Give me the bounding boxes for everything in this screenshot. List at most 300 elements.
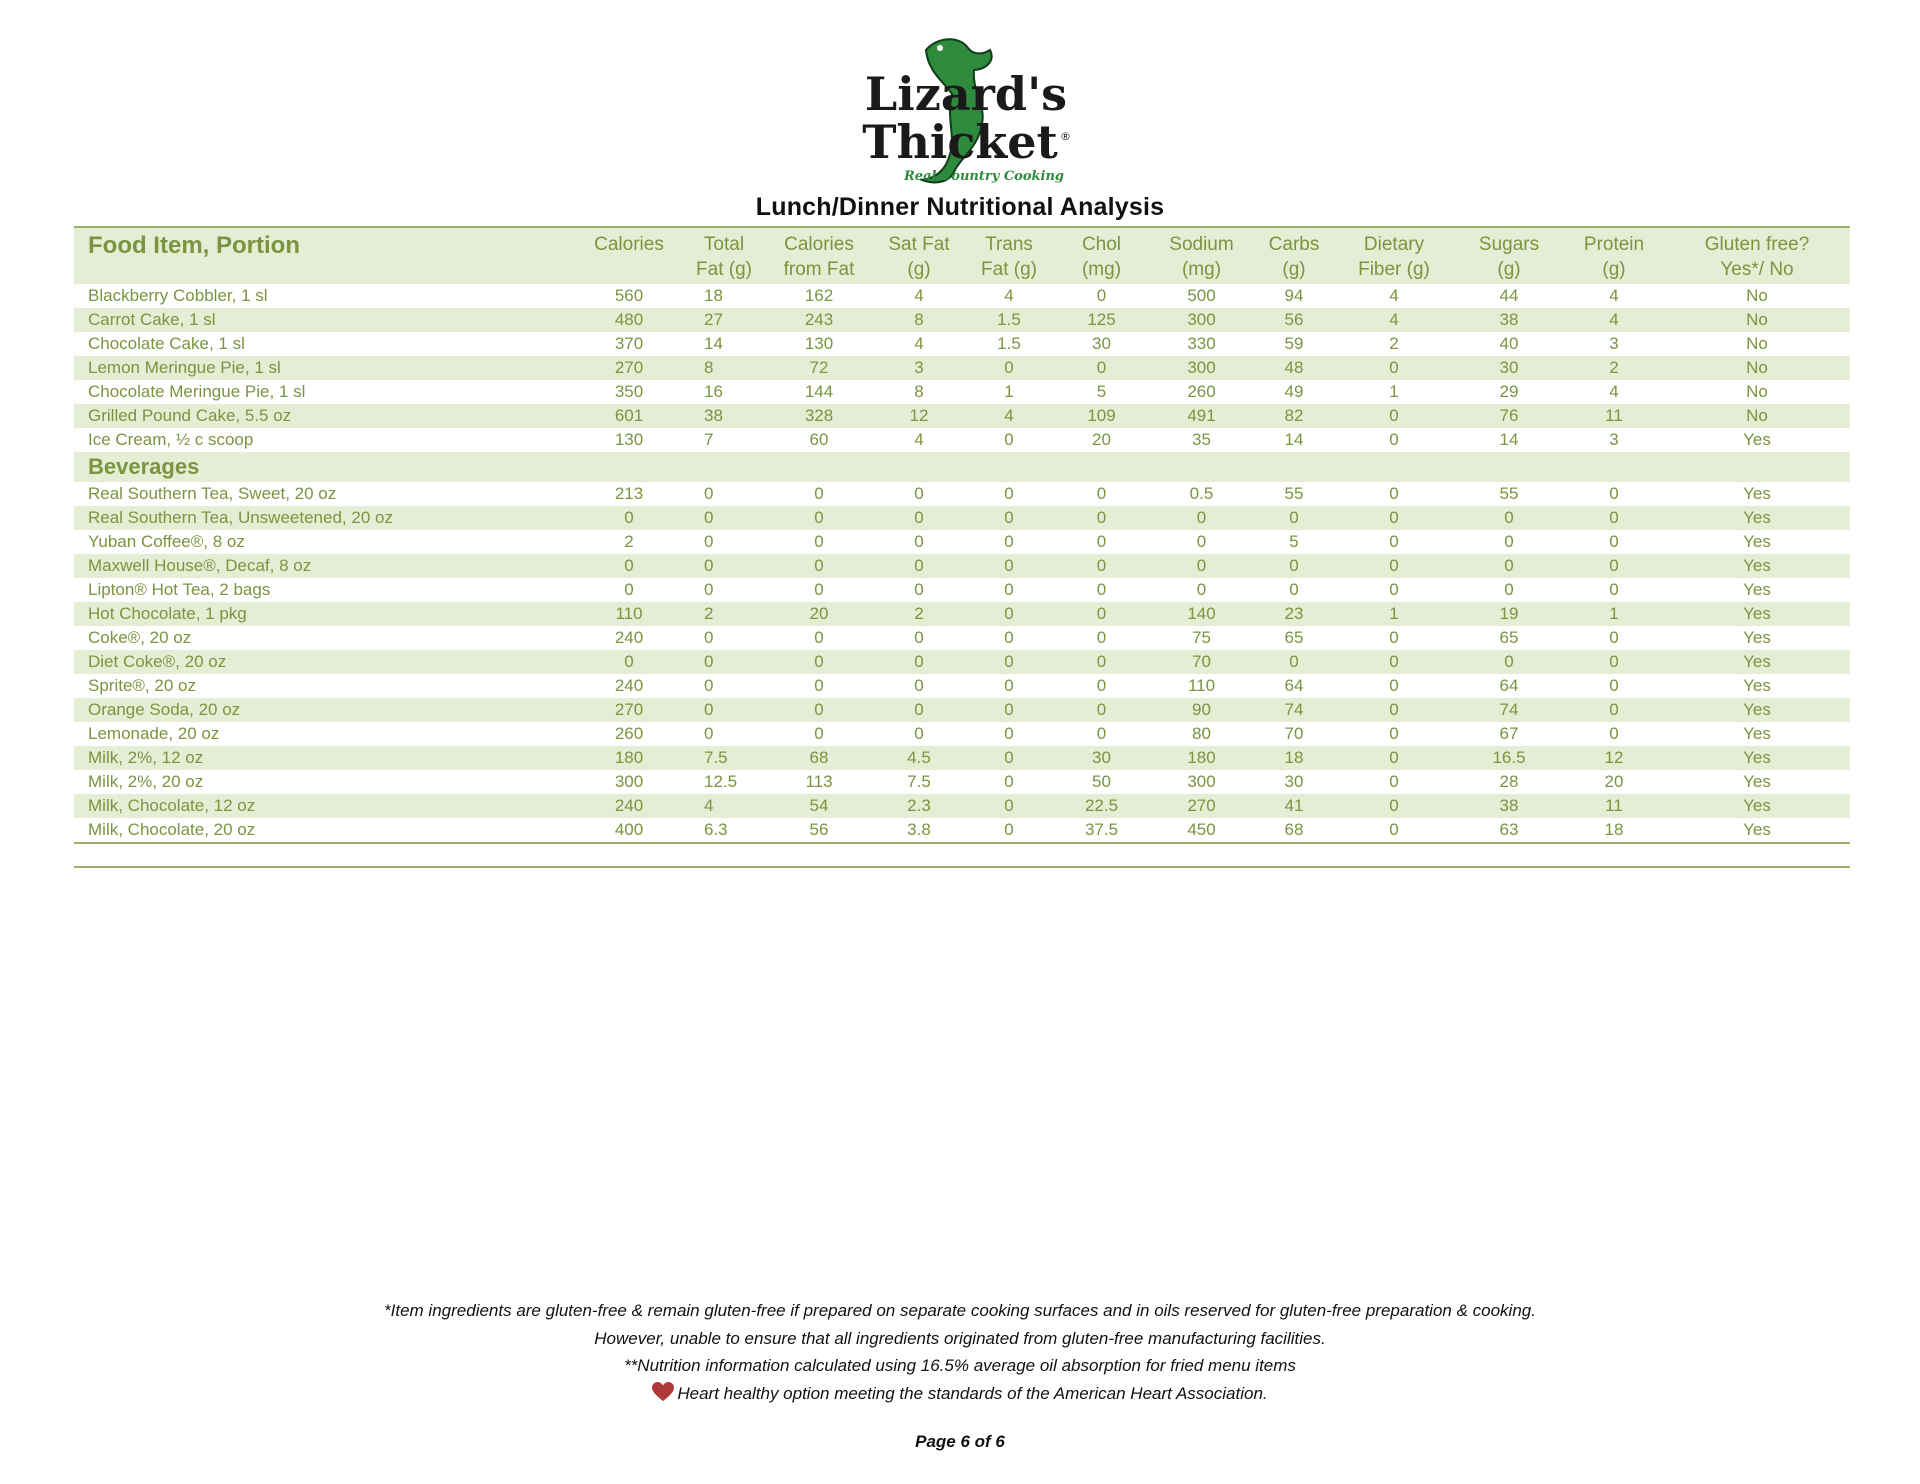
cell-sodium: 270 bbox=[1187, 796, 1216, 815]
cell-sugars: 55 bbox=[1499, 484, 1519, 503]
cell-chol: 0 bbox=[1096, 556, 1107, 575]
footnote-gluten: *Item ingredients are gluten-free & remain gluten-free if prepared on separate cooking surfaces and in oils reserved for gluten-free preparation & cooking. bbox=[384, 1301, 1536, 1320]
cell-carbs: 55 bbox=[1284, 484, 1304, 503]
cell-calories-from-fat: 0 bbox=[814, 508, 824, 527]
cell-gluten-free: Yes bbox=[1743, 772, 1771, 791]
cell-dietary-fiber: 0 bbox=[1389, 772, 1399, 791]
cell-calories-from-fat: 0 bbox=[814, 628, 824, 647]
table-row bbox=[74, 356, 1850, 380]
cell-food-item: Lemonade, 20 oz bbox=[88, 724, 220, 743]
cell-protein: 0 bbox=[1609, 484, 1619, 503]
cell-total-fat: 0 bbox=[704, 724, 714, 743]
cell-sodium: 450 bbox=[1187, 820, 1216, 839]
table-row bbox=[74, 530, 1850, 554]
cell-calories-from-fat: 0 bbox=[814, 556, 824, 575]
cell-chol: 30 bbox=[1092, 334, 1111, 353]
cell-calories: 400 bbox=[614, 820, 644, 839]
cell-calories-from-fat: 243 bbox=[804, 310, 834, 329]
table-row bbox=[74, 506, 1850, 530]
cell-sat-fat: 2.3 bbox=[907, 796, 931, 815]
cell-calories: 0 bbox=[624, 556, 634, 575]
cell-protein: 1 bbox=[1609, 604, 1619, 623]
cell-food-item: Real Southern Tea, Sweet, 20 oz bbox=[88, 484, 337, 503]
cell-dietary-fiber: 0 bbox=[1389, 484, 1399, 503]
cell-sat-fat: 0 bbox=[914, 676, 924, 695]
cell-sugars: 65 bbox=[1499, 628, 1519, 647]
cell-carbs: 48 bbox=[1284, 358, 1304, 377]
cell-protein: 2 bbox=[1609, 358, 1619, 377]
cell-sodium: 75 bbox=[1192, 628, 1211, 647]
cell-protein: 0 bbox=[1609, 700, 1619, 719]
cell-calories-from-fat: 0 bbox=[814, 484, 824, 503]
header-gluten-free: Gluten free? Yes*/ No bbox=[1704, 234, 1810, 280]
footnote-heart: Heart healthy option meeting the standards of the American Heart Association. bbox=[0, 1380, 1920, 1408]
cell-chol: 0 bbox=[1096, 580, 1107, 599]
cell-food-item: Hot Chocolate, 1 pkg bbox=[88, 604, 247, 623]
cell-gluten-free: Yes bbox=[1743, 796, 1771, 815]
cell-chol: 0 bbox=[1096, 676, 1107, 695]
header-chol: Chol (mg) bbox=[1081, 234, 1122, 280]
cell-total-fat: 0 bbox=[704, 508, 714, 527]
cell-carbs: 70 bbox=[1284, 724, 1304, 743]
cell-carbs: 14 bbox=[1284, 430, 1304, 449]
header-food-item: Food Item, Portion bbox=[88, 232, 300, 259]
cell-total-fat: 16 bbox=[704, 382, 723, 401]
cell-dietary-fiber: 4 bbox=[1389, 286, 1399, 305]
cell-sodium: 35 bbox=[1192, 430, 1211, 449]
table-row bbox=[74, 380, 1850, 404]
cell-calories-from-fat: 162 bbox=[804, 286, 834, 305]
cell-trans-fat: 0 bbox=[1004, 796, 1014, 815]
cell-calories-from-fat: 54 bbox=[809, 796, 829, 815]
cell-sugars: 0 bbox=[1504, 580, 1514, 599]
cell-food-item: Sprite®, 20 oz bbox=[88, 676, 196, 695]
cell-gluten-free: Yes bbox=[1743, 652, 1771, 671]
cell-total-fat: 0 bbox=[704, 580, 714, 599]
cell-sat-fat: 0 bbox=[914, 508, 924, 527]
section-label: Beverages bbox=[74, 452, 1850, 482]
cell-sugars: 28 bbox=[1499, 772, 1519, 791]
cell-chol: 109 bbox=[1087, 406, 1116, 425]
cell-sodium: 140 bbox=[1187, 604, 1216, 623]
cell-protein: 0 bbox=[1609, 532, 1619, 551]
cell-carbs: 0 bbox=[1289, 652, 1299, 671]
cell-total-fat: 0 bbox=[704, 628, 714, 647]
cell-calories: 270 bbox=[614, 700, 644, 719]
cell-sat-fat: 0 bbox=[914, 700, 924, 719]
cell-dietary-fiber: 0 bbox=[1389, 676, 1399, 695]
cell-chol: 0 bbox=[1096, 508, 1107, 527]
cell-sugars: 29 bbox=[1499, 382, 1519, 401]
cell-chol: 50 bbox=[1092, 772, 1111, 791]
table-row bbox=[74, 578, 1850, 602]
cell-gluten-free: Yes bbox=[1743, 676, 1771, 695]
header-protein: Protein (g) bbox=[1583, 234, 1645, 280]
cell-sat-fat: 0 bbox=[914, 628, 924, 647]
cell-food-item: Real Southern Tea, Unsweetened, 20 oz bbox=[88, 508, 393, 527]
cell-protein: 12 bbox=[1604, 748, 1624, 767]
svg-text:Real Country Cooking: Real Country Cooking bbox=[904, 169, 1064, 184]
cell-dietary-fiber: 4 bbox=[1389, 310, 1399, 329]
cell-dietary-fiber: 2 bbox=[1389, 334, 1399, 353]
cell-trans-fat: 0 bbox=[1004, 430, 1014, 449]
cell-food-item: Milk, 2%, 12 oz bbox=[88, 748, 204, 767]
cell-protein: 20 bbox=[1604, 772, 1624, 791]
cell-dietary-fiber: 0 bbox=[1389, 532, 1399, 551]
cell-trans-fat: 1.5 bbox=[997, 334, 1021, 353]
cell-gluten-free: Yes bbox=[1743, 700, 1771, 719]
cell-total-fat: 12.5 bbox=[704, 772, 738, 791]
cell-calories: 2 bbox=[624, 532, 634, 551]
cell-sat-fat: 4.5 bbox=[907, 748, 931, 767]
cell-sodium: 300 bbox=[1187, 310, 1216, 329]
cell-sodium: 0 bbox=[1196, 508, 1207, 527]
cell-chol: 30 bbox=[1092, 748, 1111, 767]
lizards-thicket-logo bbox=[856, 32, 1076, 192]
cell-food-item: Milk, Chocolate, 20 oz bbox=[88, 820, 256, 839]
cell-carbs: 65 bbox=[1284, 628, 1304, 647]
cell-dietary-fiber: 0 bbox=[1389, 580, 1399, 599]
cell-sodium: 0 bbox=[1196, 532, 1207, 551]
cell-sugars: 0 bbox=[1504, 532, 1514, 551]
cell-dietary-fiber: 0 bbox=[1389, 700, 1399, 719]
cell-calories: 370 bbox=[614, 334, 644, 353]
table-row bbox=[74, 770, 1850, 794]
cell-trans-fat: 1 bbox=[1004, 382, 1014, 401]
cell-protein: 0 bbox=[1609, 628, 1619, 647]
cell-calories-from-fat: 0 bbox=[814, 700, 824, 719]
cell-calories: 601 bbox=[614, 406, 644, 425]
cell-sat-fat: 0 bbox=[914, 532, 924, 551]
cell-protein: 0 bbox=[1609, 508, 1619, 527]
cell-dietary-fiber: 1 bbox=[1389, 604, 1399, 623]
table-row bbox=[74, 428, 1850, 452]
cell-gluten-free: Yes bbox=[1743, 430, 1771, 449]
table-row bbox=[74, 818, 1850, 843]
cell-total-fat: 14 bbox=[704, 334, 723, 353]
cell-sat-fat: 4 bbox=[914, 430, 924, 449]
cell-sugars: 38 bbox=[1499, 796, 1519, 815]
cell-total-fat: 0 bbox=[704, 676, 714, 695]
cell-calories-from-fat: 60 bbox=[809, 430, 829, 449]
cell-protein: 4 bbox=[1609, 286, 1619, 305]
cell-calories: 110 bbox=[615, 604, 643, 623]
table-row bbox=[74, 746, 1850, 770]
table-row bbox=[74, 404, 1850, 428]
cell-carbs: 0 bbox=[1289, 580, 1299, 599]
cell-calories-from-fat: 0 bbox=[814, 580, 824, 599]
svg-text:®: ® bbox=[1060, 130, 1071, 143]
cell-calories: 240 bbox=[614, 676, 644, 695]
cell-food-item: Blackberry Cobbler, 1 sl bbox=[88, 286, 268, 305]
cell-chol: 20 bbox=[1092, 430, 1111, 449]
cell-gluten-free: No bbox=[1746, 358, 1768, 377]
cell-sodium: 260 bbox=[1187, 382, 1216, 401]
cell-calories: 260 bbox=[614, 724, 644, 743]
cell-calories-from-fat: 0 bbox=[814, 676, 824, 695]
cell-trans-fat: 4 bbox=[1004, 286, 1014, 305]
cell-gluten-free: No bbox=[1746, 382, 1768, 401]
cell-sodium: 500 bbox=[1187, 286, 1216, 305]
table-row bbox=[74, 650, 1850, 674]
cell-protein: 11 bbox=[1605, 406, 1623, 425]
cell-trans-fat: 0 bbox=[1004, 700, 1014, 719]
cell-food-item: Grilled Pound Cake, 5.5 oz bbox=[88, 406, 292, 425]
cell-sugars: 64 bbox=[1499, 676, 1519, 695]
cell-sugars: 44 bbox=[1499, 286, 1519, 305]
cell-chol: 0 bbox=[1096, 358, 1107, 377]
cell-total-fat: 38 bbox=[704, 406, 723, 425]
cell-protein: 4 bbox=[1609, 382, 1619, 401]
cell-calories: 0 bbox=[624, 508, 634, 527]
cell-gluten-free: No bbox=[1746, 286, 1768, 305]
cell-gluten-free: No bbox=[1746, 406, 1768, 425]
cell-chol: 0 bbox=[1096, 700, 1107, 719]
cell-total-fat: 0 bbox=[704, 700, 714, 719]
cell-calories-from-fat: 20 bbox=[809, 604, 829, 623]
cell-sat-fat: 8 bbox=[914, 382, 924, 401]
cell-food-item: Chocolate Meringue Pie, 1 sl bbox=[88, 382, 306, 401]
cell-dietary-fiber: 0 bbox=[1389, 652, 1399, 671]
cell-calories: 480 bbox=[614, 310, 644, 329]
cell-total-fat: 6.3 bbox=[704, 820, 728, 839]
cell-trans-fat: 0 bbox=[1004, 484, 1014, 503]
cell-food-item: Carrot Cake, 1 sl bbox=[88, 310, 216, 329]
cell-protein: 0 bbox=[1609, 724, 1619, 743]
cell-protein: 4 bbox=[1609, 310, 1619, 329]
cell-dietary-fiber: 0 bbox=[1389, 358, 1399, 377]
cell-chol: 0 bbox=[1096, 532, 1107, 551]
cell-gluten-free: Yes bbox=[1743, 724, 1771, 743]
cell-total-fat: 7.5 bbox=[704, 748, 728, 767]
header-dietary-fiber: Dietary Fiber (g) bbox=[1358, 234, 1430, 280]
cell-protein: 3 bbox=[1609, 430, 1619, 449]
cell-chol: 125 bbox=[1087, 310, 1116, 329]
cell-sat-fat: 12 bbox=[909, 406, 929, 425]
cell-total-fat: 0 bbox=[704, 532, 714, 551]
cell-sugars: 30 bbox=[1499, 358, 1519, 377]
table-row bbox=[74, 332, 1850, 356]
table-row bbox=[74, 794, 1850, 818]
cell-calories-from-fat: 68 bbox=[809, 748, 829, 767]
table-row bbox=[74, 722, 1850, 746]
header-total-fat: Total Fat (g) bbox=[696, 234, 752, 280]
cell-dietary-fiber: 0 bbox=[1389, 406, 1399, 425]
cell-sat-fat: 0 bbox=[914, 484, 924, 503]
cell-food-item: Lipton® Hot Tea, 2 bags bbox=[88, 580, 271, 599]
cell-sugars: 16.5 bbox=[1492, 748, 1526, 767]
cell-sugars: 0 bbox=[1504, 508, 1514, 527]
cell-protein: 18 bbox=[1604, 820, 1624, 839]
cell-gluten-free: Yes bbox=[1743, 604, 1771, 623]
cell-total-fat: 0 bbox=[704, 556, 714, 575]
cell-food-item: Ice Cream, ½ c scoop bbox=[88, 430, 254, 449]
cell-gluten-free: No bbox=[1746, 310, 1768, 329]
cell-trans-fat: 0 bbox=[1004, 724, 1014, 743]
cell-total-fat: 0 bbox=[704, 652, 714, 671]
cell-sat-fat: 0 bbox=[914, 556, 924, 575]
cell-protein: 0 bbox=[1609, 580, 1619, 599]
page-title: Lunch/Dinner Nutritional Analysis bbox=[755, 193, 1165, 221]
cell-sugars: 0 bbox=[1504, 652, 1514, 671]
cell-carbs: 64 bbox=[1284, 676, 1304, 695]
cell-protein: 0 bbox=[1609, 676, 1619, 695]
cell-sodium: 110 bbox=[1187, 676, 1216, 695]
cell-sugars: 74 bbox=[1499, 700, 1519, 719]
cell-carbs: 82 bbox=[1284, 406, 1304, 425]
cell-calories-from-fat: 0 bbox=[814, 724, 824, 743]
header-calories-from-fat: Calories from Fat bbox=[783, 234, 855, 280]
cell-food-item: Chocolate Cake, 1 sl bbox=[88, 334, 245, 353]
table-row bbox=[74, 554, 1850, 578]
table-row bbox=[74, 482, 1850, 506]
cell-carbs: 23 bbox=[1284, 604, 1304, 623]
cell-total-fat: 2 bbox=[704, 604, 714, 623]
cell-sodium: 0 bbox=[1196, 556, 1207, 575]
cell-calories-from-fat: 0 bbox=[814, 652, 824, 671]
nutrition-table-container bbox=[74, 226, 1850, 844]
cell-gluten-free: Yes bbox=[1743, 556, 1771, 575]
footnote-facilities: However, unable to ensure that all ingredients originated from gluten-free manufacturing facilities. bbox=[594, 1328, 1326, 1348]
cell-calories-from-fat: 130 bbox=[804, 334, 834, 353]
cell-sugars: 38 bbox=[1499, 310, 1519, 329]
header-calories: Calories bbox=[594, 234, 664, 255]
cell-calories: 213 bbox=[614, 484, 644, 503]
cell-trans-fat: 0 bbox=[1004, 652, 1014, 671]
cell-sodium: 90 bbox=[1192, 700, 1211, 719]
cell-trans-fat: 1.5 bbox=[997, 310, 1021, 329]
cell-carbs: 74 bbox=[1284, 700, 1304, 719]
cell-carbs: 49 bbox=[1284, 382, 1304, 401]
cell-calories: 350 bbox=[614, 382, 644, 401]
table-row bbox=[74, 698, 1850, 722]
cell-sat-fat: 3 bbox=[914, 358, 924, 377]
cell-protein: 3 bbox=[1609, 334, 1619, 353]
svg-text:Thicket: Thicket bbox=[862, 115, 1058, 169]
cell-total-fat: 27 bbox=[704, 310, 723, 329]
header-row bbox=[74, 227, 1850, 284]
cell-trans-fat: 0 bbox=[1004, 628, 1014, 647]
cell-trans-fat: 0 bbox=[1004, 820, 1014, 839]
cell-carbs: 59 bbox=[1284, 334, 1304, 353]
cell-sat-fat: 7.5 bbox=[907, 772, 931, 791]
cell-sat-fat: 4 bbox=[914, 334, 924, 353]
cell-chol: 37.5 bbox=[1084, 820, 1119, 839]
cell-food-item: Milk, Chocolate, 12 oz bbox=[88, 796, 256, 815]
footnotes bbox=[0, 1297, 1920, 1407]
cell-sodium: 300 bbox=[1187, 358, 1216, 377]
cell-trans-fat: 0 bbox=[1004, 358, 1014, 377]
cell-food-item: Yuban Coffee®, 8 oz bbox=[88, 532, 245, 551]
cell-total-fat: 4 bbox=[704, 796, 714, 815]
cell-chol: 0 bbox=[1096, 628, 1107, 647]
cell-total-fat: 7 bbox=[704, 430, 714, 449]
cell-carbs: 94 bbox=[1284, 286, 1304, 305]
cell-sodium: 80 bbox=[1192, 724, 1211, 743]
cell-carbs: 5 bbox=[1289, 532, 1299, 551]
cell-trans-fat: 4 bbox=[1004, 406, 1014, 425]
cell-gluten-free: Yes bbox=[1743, 532, 1771, 551]
cell-carbs: 18 bbox=[1284, 748, 1304, 767]
cell-dietary-fiber: 0 bbox=[1389, 724, 1399, 743]
cell-gluten-free: Yes bbox=[1743, 820, 1771, 839]
footnote-oil: **Nutrition information calculated using 16.5% average oil absorption for fried menu items bbox=[624, 1356, 1296, 1375]
cell-dietary-fiber: 0 bbox=[1389, 508, 1399, 527]
header-sodium: Sodium (mg) bbox=[1169, 234, 1234, 280]
cell-calories-from-fat: 328 bbox=[804, 406, 834, 425]
cell-trans-fat: 0 bbox=[1004, 604, 1014, 623]
cell-calories: 240 bbox=[614, 628, 644, 647]
cell-trans-fat: 0 bbox=[1004, 772, 1014, 791]
cell-dietary-fiber: 0 bbox=[1389, 628, 1399, 647]
table-row bbox=[74, 626, 1850, 650]
cell-dietary-fiber: 0 bbox=[1389, 748, 1399, 767]
cell-total-fat: 18 bbox=[704, 286, 723, 305]
cell-trans-fat: 0 bbox=[1004, 556, 1014, 575]
cell-calories: 240 bbox=[614, 796, 644, 815]
cell-food-item: Orange Soda, 20 oz bbox=[88, 700, 241, 719]
cell-gluten-free: Yes bbox=[1743, 628, 1771, 647]
cell-chol: 0 bbox=[1096, 286, 1107, 305]
table-header bbox=[74, 227, 1850, 284]
cell-carbs: 0 bbox=[1289, 556, 1299, 575]
cell-sat-fat: 0 bbox=[914, 724, 924, 743]
cell-dietary-fiber: 0 bbox=[1389, 430, 1399, 449]
cell-protein: 0 bbox=[1609, 556, 1619, 575]
cell-calories-from-fat: 113 bbox=[805, 772, 833, 791]
cell-food-item: Lemon Meringue Pie, 1 sl bbox=[88, 358, 281, 377]
nutrition-table bbox=[74, 226, 1850, 844]
cell-protein: 0 bbox=[1609, 652, 1619, 671]
cell-dietary-fiber: 1 bbox=[1389, 382, 1399, 401]
cell-gluten-free: Yes bbox=[1743, 484, 1771, 503]
cell-sodium: 180 bbox=[1187, 748, 1216, 767]
cell-sodium: 70 bbox=[1192, 652, 1211, 671]
cell-gluten-free: No bbox=[1746, 334, 1768, 353]
svg-text:Lizard's: Lizard's bbox=[864, 67, 1068, 121]
cell-gluten-free: Yes bbox=[1743, 508, 1771, 527]
header-carbs: Carbs (g) bbox=[1268, 234, 1320, 280]
cell-sugars: 19 bbox=[1499, 604, 1519, 623]
cell-dietary-fiber: 0 bbox=[1389, 796, 1399, 815]
cell-trans-fat: 0 bbox=[1004, 580, 1014, 599]
cell-carbs: 56 bbox=[1284, 310, 1304, 329]
cell-carbs: 30 bbox=[1284, 772, 1304, 791]
cell-calories-from-fat: 0 bbox=[814, 532, 824, 551]
cell-chol: 5 bbox=[1096, 382, 1107, 401]
header-sat-fat: Sat Fat (g) bbox=[888, 234, 950, 280]
cell-calories: 270 bbox=[614, 358, 644, 377]
cell-total-fat: 8 bbox=[704, 358, 714, 377]
cell-sugars: 76 bbox=[1499, 406, 1519, 425]
cell-food-item: Milk, 2%, 20 oz bbox=[88, 772, 204, 791]
cell-trans-fat: 0 bbox=[1004, 508, 1014, 527]
cell-calories: 560 bbox=[614, 286, 644, 305]
cell-sugars: 63 bbox=[1499, 820, 1519, 839]
cell-sat-fat: 2 bbox=[914, 604, 924, 623]
cell-calories: 0 bbox=[624, 580, 634, 599]
bottom-divider bbox=[74, 866, 1850, 868]
cell-calories-from-fat: 56 bbox=[809, 820, 829, 839]
cell-calories: 180 bbox=[614, 748, 644, 767]
cell-chol: 0 bbox=[1096, 724, 1107, 743]
cell-sugars: 67 bbox=[1499, 724, 1519, 743]
cell-chol: 0 bbox=[1096, 604, 1107, 623]
table-row bbox=[74, 602, 1850, 626]
cell-gluten-free: Yes bbox=[1743, 580, 1771, 599]
cell-sat-fat: 0 bbox=[914, 580, 924, 599]
cell-trans-fat: 0 bbox=[1004, 676, 1014, 695]
